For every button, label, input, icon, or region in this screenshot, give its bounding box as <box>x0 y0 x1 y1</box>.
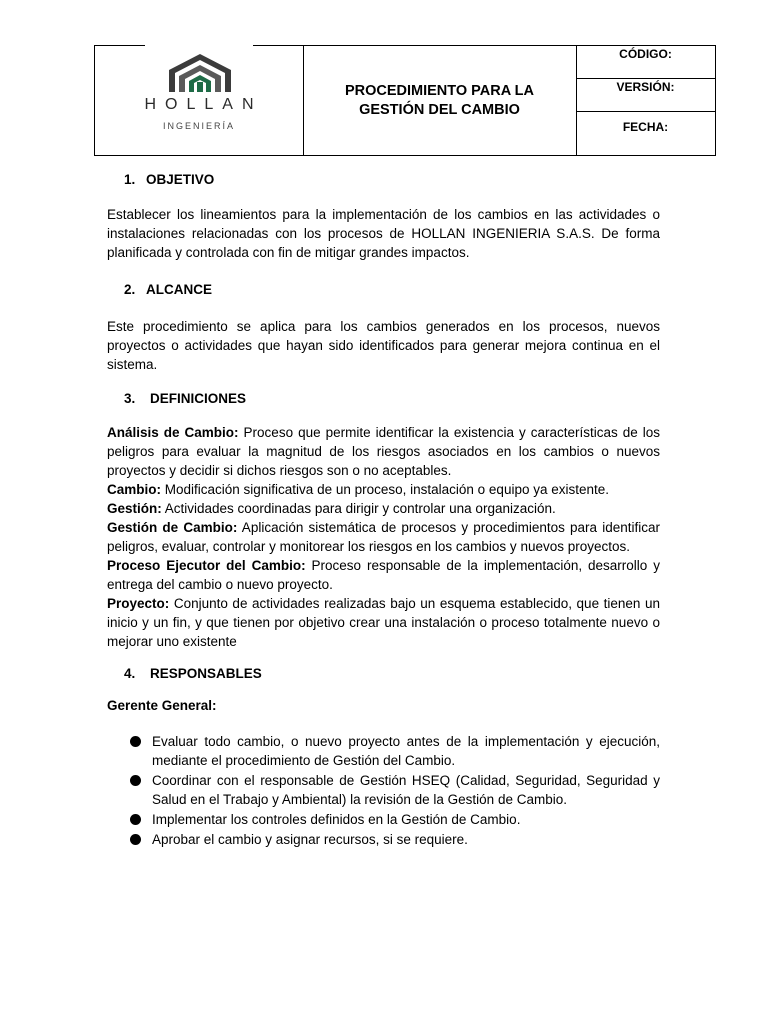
list-item-text: Aprobar el cambio y asignar recursos, si se requiere. <box>152 832 468 847</box>
title-line-1: PROCEDIMIENTO PARA LA <box>344 82 535 99</box>
definition-text: Proceso responsable de la implementación, desarrollo y entrega del cambio o nuevo proyecto. <box>107 558 660 592</box>
bullet-icon <box>130 834 141 845</box>
definition-text: Aplicación sistemática de procesos y procedimientos para identificar peligros, evaluar, controlar y monitorear los riesgos en los cambios y nuevos proyectos. <box>107 520 661 554</box>
logo-subtitle: INGENIERÍA <box>162 121 235 131</box>
section-title: RESPONSABLES <box>150 666 262 681</box>
definition-text: Actividades coordinadas para dirigir y controlar una organización. <box>161 501 556 516</box>
section-number: 3. <box>124 391 136 406</box>
hollan-logo-icon <box>167 52 233 94</box>
list-item <box>107 830 660 849</box>
definition-item <box>107 499 660 518</box>
list-item-text: Implementar los controles definidos en la Gestión de Cambio. <box>152 812 521 827</box>
definition-item <box>107 518 660 556</box>
section-title: ALCANCE <box>146 282 212 297</box>
codigo-row <box>576 46 715 79</box>
section-number: 2. <box>124 282 136 297</box>
version-label: VERSIÓN: <box>616 80 675 94</box>
section-title: OBJETIVO <box>146 172 215 187</box>
title-line-2: GESTIÓN DEL CAMBIO <box>359 101 520 118</box>
bullet-icon <box>130 814 141 825</box>
definition-term: Gestión: <box>107 501 162 516</box>
codigo-label: CÓDIGO: <box>619 47 672 61</box>
objetivo-text: Establecer los lineamientos para la implementación de los cambios en las actividades o instalaciones relacionadas con los procesos de HOLLAN INGENIERIA S.A.S. De forma planificada y controlada con fin de mitigar grandes impactos. <box>107 207 660 260</box>
list-item <box>107 771 660 809</box>
role-heading: Gerente General: <box>107 698 217 713</box>
section-heading-responsables <box>107 664 660 683</box>
section-number: 4. <box>124 666 136 681</box>
definition-term: Proyecto: <box>107 596 170 611</box>
list-item <box>107 732 660 770</box>
version-row <box>576 79 715 112</box>
list-item <box>107 810 660 829</box>
document-body <box>107 170 660 850</box>
definitions-list <box>107 423 660 651</box>
definition-item <box>107 423 660 480</box>
definition-term: Cambio: <box>107 482 161 497</box>
section-heading-objetivo <box>107 170 660 189</box>
definition-term: Análisis de Cambio: <box>107 425 239 440</box>
definition-term: Proceso Ejecutor del Cambio: <box>107 558 306 573</box>
logo-name: HOLLAN <box>144 96 263 113</box>
logo-cell <box>95 46 304 155</box>
section-number: 1. <box>124 172 136 187</box>
section-heading-alcance <box>107 280 660 299</box>
definition-text: Proceso que permite identificar la existencia y características de los peligros para evaluar la magnitud de los riesgos asociados en los cambios o nuevos proyectos y decidir si dichos riesgos son o no aceptables. <box>107 425 661 478</box>
section-title: DEFINICIONES <box>150 391 247 406</box>
bullet-icon <box>130 775 141 786</box>
list-item-text: Coordinar con el responsable de Gestión HSEQ (Calidad, Seguridad, Seguridad y Salud en el Trabajo y Ambiental) la revisión de la Gestión de Cambio. <box>152 773 660 807</box>
document-title <box>303 46 577 155</box>
fecha-label: FECHA: <box>622 120 669 134</box>
definition-text: Conjunto de actividades realizadas bajo un esquema establecido, que tienen un inicio y un fin, y que tienen por objetivo crear una instalación o proceso totalmente nuevo o mejorar uno existente <box>107 596 660 649</box>
definition-item <box>107 594 660 651</box>
definition-term: Gestión de Cambio: <box>107 520 238 535</box>
definition-item <box>107 556 660 594</box>
meta-cell <box>576 46 715 155</box>
document-header <box>94 45 716 156</box>
section-heading-definiciones <box>107 389 660 408</box>
list-item-text: Evaluar todo cambio, o nuevo proyecto antes de la implementación y ejecución, mediante el procedimiento de Gestión del Cambio. <box>152 734 660 768</box>
definition-text: Modificación significativa de un proceso, instalación o equipo ya existente. <box>161 482 610 497</box>
alcance-text: Este procedimiento se aplica para los cambios generados en los procesos, nuevos proyectos o actividades que hayan sido identificados para generar mejora continua en el sistema. <box>107 319 660 372</box>
fecha-row <box>576 112 715 155</box>
responsibilities-list <box>107 732 660 849</box>
bullet-icon <box>130 736 141 747</box>
definition-item <box>107 480 660 499</box>
